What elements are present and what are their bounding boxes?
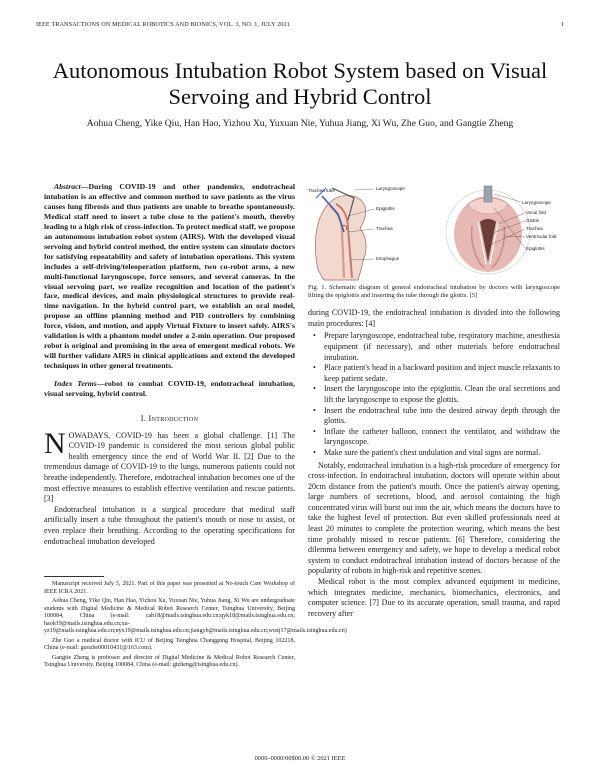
label-trachea-left: Trachea (376, 226, 393, 231)
glottis-view-illustration (446, 186, 530, 274)
intubation-diagram (308, 182, 560, 282)
label-laryngoscope-right: Laryngoscope (522, 200, 551, 205)
figure-intubation-schematic (308, 182, 560, 282)
index-terms (44, 379, 295, 399)
label-vocal-fold: Vocal fold (526, 210, 546, 215)
label-glottis: Glottis (526, 218, 540, 223)
paragraph-medical-robot: Medical robot is the most complex advanced equipment in medicine, which integrates medicine, mechanics, biomechanics, electronics, and computer science. [7] Due to its accurate operation, small trauma, and rapid recovery after (308, 577, 560, 618)
label-laryngoscope-left: Laryngoscope (376, 186, 405, 191)
footnote-doctor: Zhe Guo a medical doctor with ICU of Beijing Tsinghua Changgung Hospital, Beijing 102218, China (e-mail: guozhe00010431@163.com). (44, 637, 295, 652)
intro-paragraph-1 (44, 426, 295, 505)
intro-paragraph-2: Endotracheal intubation is a surgical procedure that medical staff artificially insert a tube throughout the patient's mouth or nose to assist, or even replace their breathing. According to the operating specifications for endotracheal intubation developed (44, 504, 295, 546)
abstract-text: —During COVID-19 and other pandemics, endotracheal intubation is an effective and common method to save patients as the virus causes lung fibrosis and thus patients are unable to breathe spontaneously. Medical staff need to insert a tube close to the patient's mouth, thereby leading to a high risk of cross-infection. To protect medical staff, we propose an autonomous intubation robot system (AIRS). With the developed visual servoing and hybrid control method, the entire system can simulate doctors for satisfying repeatability and safety of intubation operations. This system includes a self-driving/teleoperation platform, two co-robot arms, a new multi-functional laryngoscope, force sensors, and several cameras. In the visual servoing part, we realize recognition and location of the patient's face, medical devices, and main physiological structures to provide real-time navigation. In the hybrid control part, we establish an oral model, propose an offline planning method and PID controllers by combining force, vision, and motion, and apply Virtual Fixture to insert safely. AIRS's validation is with a phantom model under a 2-min operation. Our proposed robot is original and promising in the area of emergent medical robots. We will further validate AIRS in clinical applications and extend the developed techniques in other general treatments. (44, 182, 295, 371)
section-heading-introduction: I. Introduction (140, 414, 199, 424)
label-trachea-tube: Trachea tube (308, 188, 335, 193)
journal-header: IEEE TRANSACTIONS ON MEDICAL ROBOTICS AND BIONICS, VOL. 3, NO. 1, JULY 2021 (36, 21, 290, 28)
figure-caption: Fig. 1. Schematic diagram of general endotracheal intubation by doctors with laryngoscope lifting the epiglottis and inserting the tube through the glottis. [5] (308, 284, 560, 300)
footnote-rule (44, 576, 104, 577)
sagittal-head-illustration (315, 188, 366, 280)
label-esophagus-left: Esophagus (376, 256, 399, 261)
list-item: • Insert the laryngoscope into the epiglottis. Clean the oral secretions and lift the laryngoscope to expose the glottis. (308, 384, 560, 405)
label-epiglottis-left: Epiglottis (376, 206, 395, 211)
abstract-lead: Abstract (54, 182, 81, 191)
footnotes (44, 576, 347, 672)
list-item: • Prepare laryngoscope, endotracheal tube, respiratory machine, anesthesia equipment (if necessary), and other materials before endotracheal intubation. (308, 331, 560, 363)
right-column (308, 182, 560, 757)
list-item: • Make sure the patient's chest undulation and vital signs are normal. (308, 448, 560, 459)
footnote-students: Aohua Cheng, Yike Qiu, Han Hao, Yizhou Xu, Yuxuan Nie, Yuhua Jiang, Xi Wu are undergraduate students with Digital Medicine & Medical Robot Research Center, Tsinghua University, Beijing 100084, China (e-mail: cah18@mails.tsinghua.edu.cn;qyk18@mails.tsinghua.edu.cn; haoh19@mails.tsinghua.edu.cn;xu-yz19@mails.tsinghua.edu.cn;nyx19@mails.tsinghua.edu.cn;jiangyh@mails.tsinghua.edu.cn;wuxj17@mails.tsinghua.edu.cn) (44, 598, 347, 635)
copyright-footer: 0000–0000/00$00.00 © 2021 IEEE (254, 755, 346, 762)
label-trachea-right: Trachea (526, 226, 543, 231)
index-terms-lead: Index Terms (54, 379, 97, 389)
index-terms-text: —robot to combat COVID-19, endotracheal intubation, visual servoing, hybrid control. (44, 379, 295, 399)
label-ventricular-fold: Ventricular fold (526, 234, 557, 239)
footnote-manuscript: Manuscript received July 5, 2021. Part of this paper was presented at No-touch Care Workshop of IEEE ICRA 2021. (44, 581, 295, 595)
paragraph-high-risk: Notably, endotracheal intubation is a high-risk procedure of emergency for cross-infection. In endotracheal intubation, doctors will operate within about 20cm distance from the patient's mouth. Once the patient's airway opening, large numbers of secretions, blood, and aerosol containing the high concentrated virus will burst out into the air, which means the doctors have to take the highest level of protection. But even skilled professionals need at least 20 minutes to complete the protection wearing, which means the best time probably missed to rescue patients. [6] Therefore, considering the dilemma between emergency and safety, we hope to develop a medical robot system to conduct endotracheal intubation instead of doctors because of the popularity of robots in high-risk and repetitive scenes. (308, 460, 560, 576)
list-item: • Insert the endotracheal tube into the desired airway depth through the glottis. (308, 406, 560, 427)
author-list: Aohua Cheng, Yike Qiu, Han Hao, Yizhou Xu, Yuxuan Nie, Yuhua Jiang, Xi Wu, Zhe Guo, and Gangtie Zheng (86, 118, 514, 129)
drop-cap: N (44, 426, 66, 460)
abstract (44, 182, 295, 371)
procedure-list (308, 331, 560, 458)
intro-paragraph-1-text: OWADAYS, COVID-19 has been a global challenge. [1] The COVID-19 pandemic is considered the most serious global public health emergency since the end of World War II. [2] Due to the tremendous damage of COVID-19 to the lungs, numerous patients could not breathe independently. Therefore, endotracheal intubation becomes one of the most effective measures to establish effective ventilation and rescue patients. [3] (44, 430, 295, 504)
paper-title: Autonomous Intubation Robot System based on Visual Servoing and Hybrid Control (52, 58, 548, 109)
label-epiglottis-right: Epiglottis (526, 246, 545, 251)
list-item: • Inflate the catheter balloon, connect the ventilator, and withdraw the laryngoscope. (308, 427, 560, 448)
running-header (36, 21, 564, 33)
footnote-professor: Gangtie Zheng is professor and director of Digital Medicine & Medical Robot Research Center, Tsinghua University, Beijing 100084, China (e-mail: gtzheng@tsinghua.edu.cn). (44, 654, 295, 669)
list-item: • Place patient's head in a backward position and inject muscle relaxants to keep patient sedate. (308, 363, 560, 384)
procedures-intro: during COVID-19, the endotracheal intubation is divided into the following main procedures: [4] (308, 308, 560, 328)
page-number: 1 (560, 21, 564, 28)
